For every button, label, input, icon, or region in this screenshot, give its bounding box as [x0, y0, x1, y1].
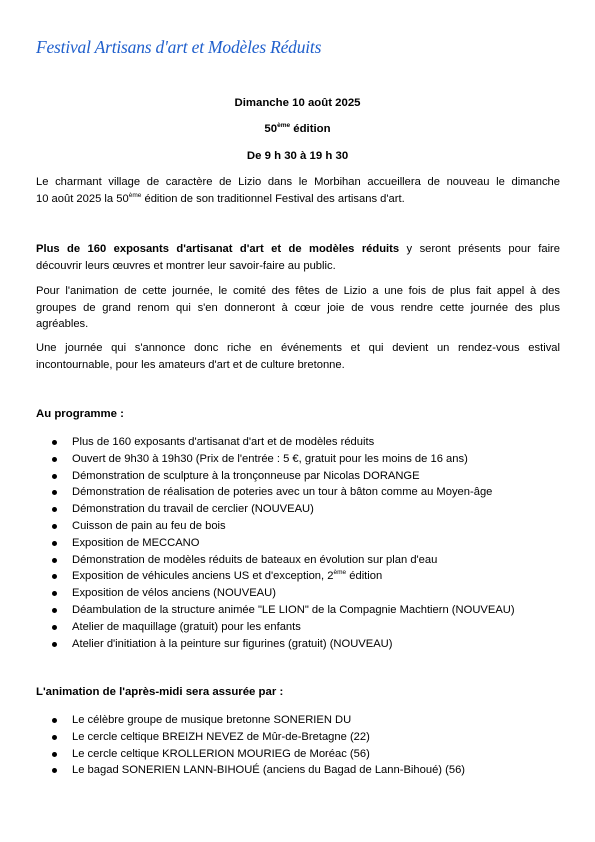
programme-heading: Au programme :	[36, 408, 124, 420]
animation-line-3: agréables.	[36, 318, 89, 330]
animation-line-2: groupes de grand renom qui s'en donneront à cœur joie de vous rendre cette journée des plus	[36, 301, 560, 314]
event-date: Dimanche 10 août 2025	[234, 97, 361, 109]
list-item-sup: ème	[333, 569, 347, 577]
animation-paragraph	[36, 283, 560, 333]
journee-line-1: Une journée qui s'annonce donc riche en événements et qui devient un rendez-vous estival	[36, 342, 560, 354]
list-item: Atelier de maquillage (gratuit) pour les enfants	[36, 619, 515, 636]
edition-word: édition	[290, 123, 331, 135]
list-item: Plus de 160 exposants d'artisanat d'art et de modèles réduits	[36, 434, 515, 451]
list-item-rest: édition	[346, 570, 383, 583]
apres-midi-list	[36, 712, 465, 779]
list-item: Le bagad SONERIEN LANN-BIHOUÉ (anciens du Bagad de Lann-Bihoué) (56)	[36, 762, 465, 779]
list-item: Démonstration de réalisation de poteries avec un tour à bâton comme au Moyen-âge	[36, 484, 515, 501]
journee-line-2: incontournable, pour les amateurs d'art et de culture bretonne.	[36, 358, 345, 371]
list-item	[36, 568, 515, 585]
event-hours: De 9 h 30 à 19 h 30	[246, 150, 349, 162]
exposants-paragraph	[36, 241, 560, 274]
edition-line	[0, 123, 595, 135]
intro-line-2-sup: ème	[128, 191, 142, 199]
document-title: Festival Artisans d'art et Modèles Réduits	[36, 37, 322, 57]
journee-paragraph	[36, 340, 560, 373]
list-item: Le cercle celtique KROLLERION MOURIEG de Moréac (56)	[36, 746, 465, 763]
list-item: Le célèbre groupe de musique bretonne SONERIEN DU	[36, 712, 465, 729]
programme-list	[36, 434, 515, 652]
apres-midi-heading: L'animation de l'après-midi sera assurée par :	[36, 686, 284, 698]
exposants-line-1-rest: y seront présents pour faire	[399, 243, 560, 255]
intro-line-2	[36, 191, 560, 208]
list-item: Exposition de vélos anciens (NOUVEAU)	[36, 585, 515, 602]
list-item: Ouvert de 9h30 à 19h30 (Prix de l'entrée : 5 €, gratuit pour les moins de 16 ans)	[36, 451, 515, 468]
list-item: Démonstration de modèles réduits de bateaux en évolution sur plan d'eau	[36, 552, 515, 569]
intro-line-1: Le charmant village de caractère de Lizio dans le Morbihan accueillera de nouveau le dimanche	[36, 176, 560, 188]
exposants-line-1	[36, 241, 560, 258]
list-item-text: Exposition de véhicules anciens US et d'exception, 2	[72, 570, 334, 583]
list-item: Atelier d'initiation à la peinture sur figurines (gratuit) (NOUVEAU)	[36, 636, 515, 653]
list-item: Déambulation de la structure animée "LE LION" de la Compagnie Machtiern (NOUVEAU)	[36, 602, 515, 619]
edition-sup: ème	[277, 122, 291, 129]
intro-paragraph	[36, 174, 560, 207]
exposants-bold: Plus de 160 exposants d'artisanat d'art et de modèles réduits	[36, 243, 400, 255]
exposants-line-2: découvrir leurs œuvres et montrer leur savoir-faire au public.	[36, 259, 336, 272]
list-item: Démonstration du travail de cerclier (NOUVEAU)	[36, 501, 515, 518]
list-item: Démonstration de sculpture à la tronçonneuse par Nicolas DORANGE	[36, 468, 515, 485]
edition-number: 50	[264, 123, 278, 135]
intro-line-2-b: édition de son traditionnel Festival des artisans d'art.	[141, 192, 405, 205]
list-item: Exposition de MECCANO	[36, 535, 515, 552]
list-item: Cuisson de pain au feu de bois	[36, 518, 515, 535]
list-item: Le cercle celtique BREIZH NEVEZ de Mûr-de-Bretagne (22)	[36, 729, 465, 746]
animation-line-1: Pour l'animation de cette journée, le comité des fêtes de Lizio a une fois de plus fait appel à des	[36, 285, 560, 297]
intro-line-2-a: 10 août 2025 la 50	[36, 192, 129, 205]
